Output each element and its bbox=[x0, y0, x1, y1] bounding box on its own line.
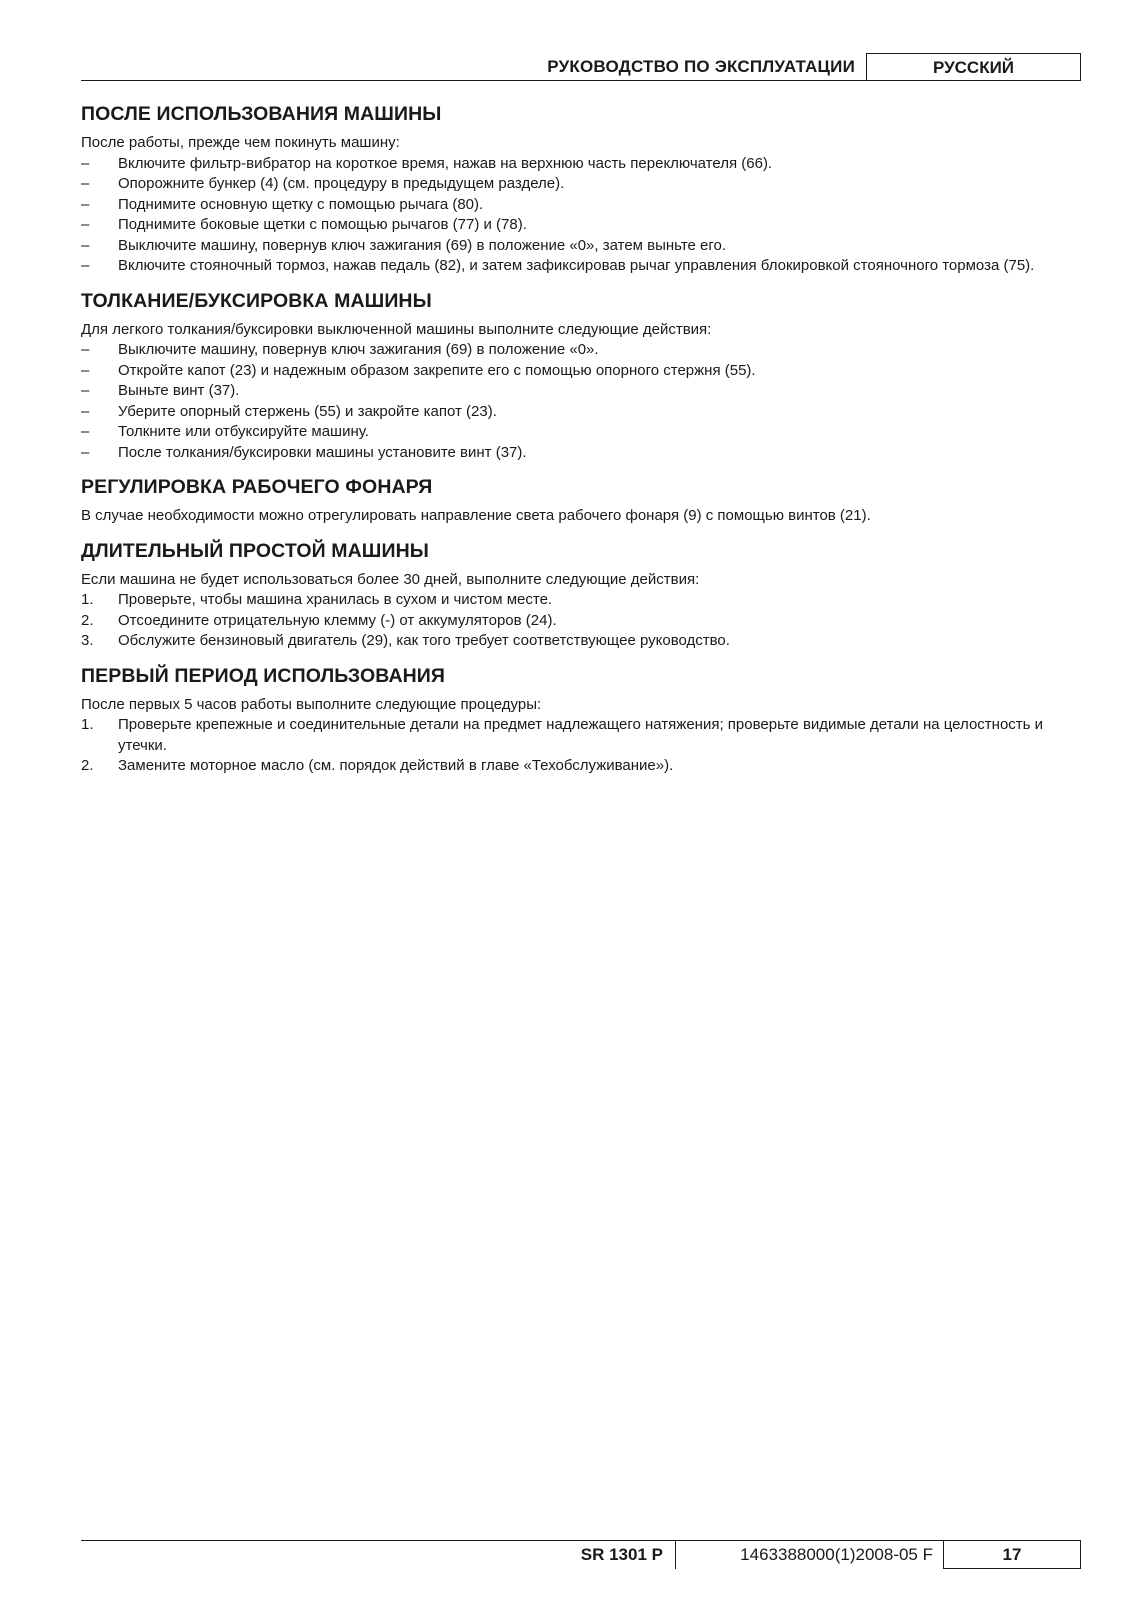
instruction-list bbox=[81, 154, 1081, 277]
list-marker: – bbox=[81, 195, 90, 213]
list-item bbox=[81, 715, 1081, 756]
list-item-text: Откройте капот (23) и надежным образом закрепите его с помощью опорного стержня (55). bbox=[118, 361, 756, 379]
list-item-text: Отсоедините отрицательную клемму (-) от аккумуляторов (24). bbox=[118, 611, 557, 629]
list-marker: – bbox=[81, 341, 90, 358]
list-item bbox=[81, 756, 1081, 777]
model-name: SR 1301 P bbox=[498, 1541, 676, 1569]
list-item-text: Опорожните бункер (4) (см. процедуру в предыдущем разделе). bbox=[118, 175, 565, 192]
section-title: ТОЛКАНИЕ/БУКСИРОВКА МАШИНЫ bbox=[81, 289, 432, 312]
list-item bbox=[81, 236, 1081, 257]
list-item-text: Толкните или отбуксируйте машину. bbox=[118, 423, 369, 440]
list-marker: – bbox=[81, 216, 90, 233]
list-item bbox=[81, 174, 1081, 195]
list-item-text: После толкания/буксировки машины установите винт (37). bbox=[118, 443, 527, 461]
list-item-text: Выключите машину, повернув ключ зажигания (69) в положение «0», затем выньте его. bbox=[118, 236, 727, 254]
section bbox=[81, 289, 1081, 464]
list-item bbox=[81, 422, 1081, 443]
list-item bbox=[81, 256, 1081, 277]
list-marker: – bbox=[81, 402, 90, 420]
list-item-text: Обслужите бензиновый двигатель (29), как того требует соответствующее руководство. bbox=[118, 632, 730, 649]
list-item-text: Поднимите основную щетку с помощью рычага (80). bbox=[118, 195, 484, 213]
instruction-list bbox=[81, 715, 1081, 777]
list-marker: – bbox=[81, 423, 90, 440]
section-title: ПОСЛЕ ИСПОЛЬЗОВАНИЯ МАШИНЫ bbox=[81, 103, 442, 125]
list-item-text: Выключите машину, повернув ключ зажигания (69) в положение «0». bbox=[118, 341, 599, 358]
instruction-list bbox=[81, 590, 1081, 652]
list-item bbox=[81, 443, 1081, 464]
page-header bbox=[81, 53, 1081, 81]
list-marker: – bbox=[81, 443, 90, 461]
page-footer bbox=[81, 1540, 1081, 1569]
list-item-text: Проверьте крепежные и соединительные детали на предмет надлежащего натяжения; проверьте видимые детали на целостность и утечки. bbox=[118, 716, 1044, 754]
list-marker: – bbox=[81, 175, 90, 192]
list-marker: – bbox=[81, 257, 90, 274]
manual-title: РУКОВОДСТВО ПО ЭКСПЛУАТАЦИИ bbox=[547, 57, 855, 76]
section-intro: В случае необходимости можно отрегулировать направление света рабочего фонаря (9) с помощью винтов (21). bbox=[81, 507, 871, 524]
section bbox=[81, 102, 1081, 277]
list-marker: – bbox=[81, 236, 90, 254]
list-item-text: Проверьте, чтобы машина хранилась в сухом и чистом месте. bbox=[118, 591, 553, 608]
section-intro: После первых 5 часов работы выполните следующие процедуры: bbox=[81, 695, 542, 713]
section bbox=[81, 475, 1081, 527]
list-item-text: Поднимите боковые щетки с помощью рычагов (77) и (78). bbox=[118, 216, 527, 233]
list-item bbox=[81, 195, 1081, 216]
document-body bbox=[81, 102, 1081, 789]
section-intro: Для легкого толкания/буксировки выключенной машины выполните следующие действия: bbox=[81, 320, 712, 338]
section bbox=[81, 664, 1081, 777]
list-marker: – bbox=[81, 361, 90, 379]
section-title: ДЛИТЕЛЬНЫЙ ПРОСТОЙ МАШИНЫ bbox=[81, 539, 429, 562]
section bbox=[81, 539, 1081, 652]
list-item bbox=[81, 590, 1081, 611]
list-item bbox=[81, 402, 1081, 423]
list-marker: 1. bbox=[81, 716, 94, 733]
list-item bbox=[81, 611, 1081, 632]
page-number: 17 bbox=[943, 1541, 1081, 1569]
instruction-list bbox=[81, 340, 1081, 463]
list-item-text: Включите стояночный тормоз, нажав педаль (82), и затем зафиксировав рычаг управления блокировкой стояночного тормоза (75). bbox=[118, 257, 1035, 274]
list-item bbox=[81, 215, 1081, 236]
list-marker: 2. bbox=[81, 757, 94, 774]
list-item-text: Замените моторное масло (см. порядок действий в главе «Техобслуживание»). bbox=[118, 757, 674, 774]
list-marker: 3. bbox=[81, 632, 94, 649]
section-intro: Если машина не будет использоваться более 30 дней, выполните следующие действия: bbox=[81, 570, 700, 588]
list-item-text: Включите фильтр-вибратор на короткое время, нажав на верхнюю часть переключателя (66). bbox=[118, 154, 773, 172]
section-title: РЕГУЛИРОВКА РАБОЧЕГО ФОНАРЯ bbox=[81, 476, 433, 498]
list-marker: 2. bbox=[81, 611, 94, 629]
list-item bbox=[81, 361, 1081, 382]
list-item bbox=[81, 631, 1081, 652]
document-code: 1463388000(1)2008-05 F bbox=[740, 1545, 933, 1564]
list-item bbox=[81, 340, 1081, 361]
list-marker: – bbox=[81, 382, 90, 399]
section-title: ПЕРВЫЙ ПЕРИОД ИСПОЛЬЗОВАНИЯ bbox=[81, 664, 446, 687]
list-marker: – bbox=[81, 154, 90, 172]
language-label: РУССКИЙ bbox=[866, 53, 1081, 80]
list-marker: 1. bbox=[81, 591, 94, 608]
list-item bbox=[81, 154, 1081, 175]
list-item-text: Уберите опорный стержень (55) и закройте капот (23). bbox=[118, 402, 497, 420]
list-item-text: Выньте винт (37). bbox=[118, 382, 240, 399]
section-intro: После работы, прежде чем покинуть машину: bbox=[81, 134, 400, 151]
list-item bbox=[81, 381, 1081, 402]
